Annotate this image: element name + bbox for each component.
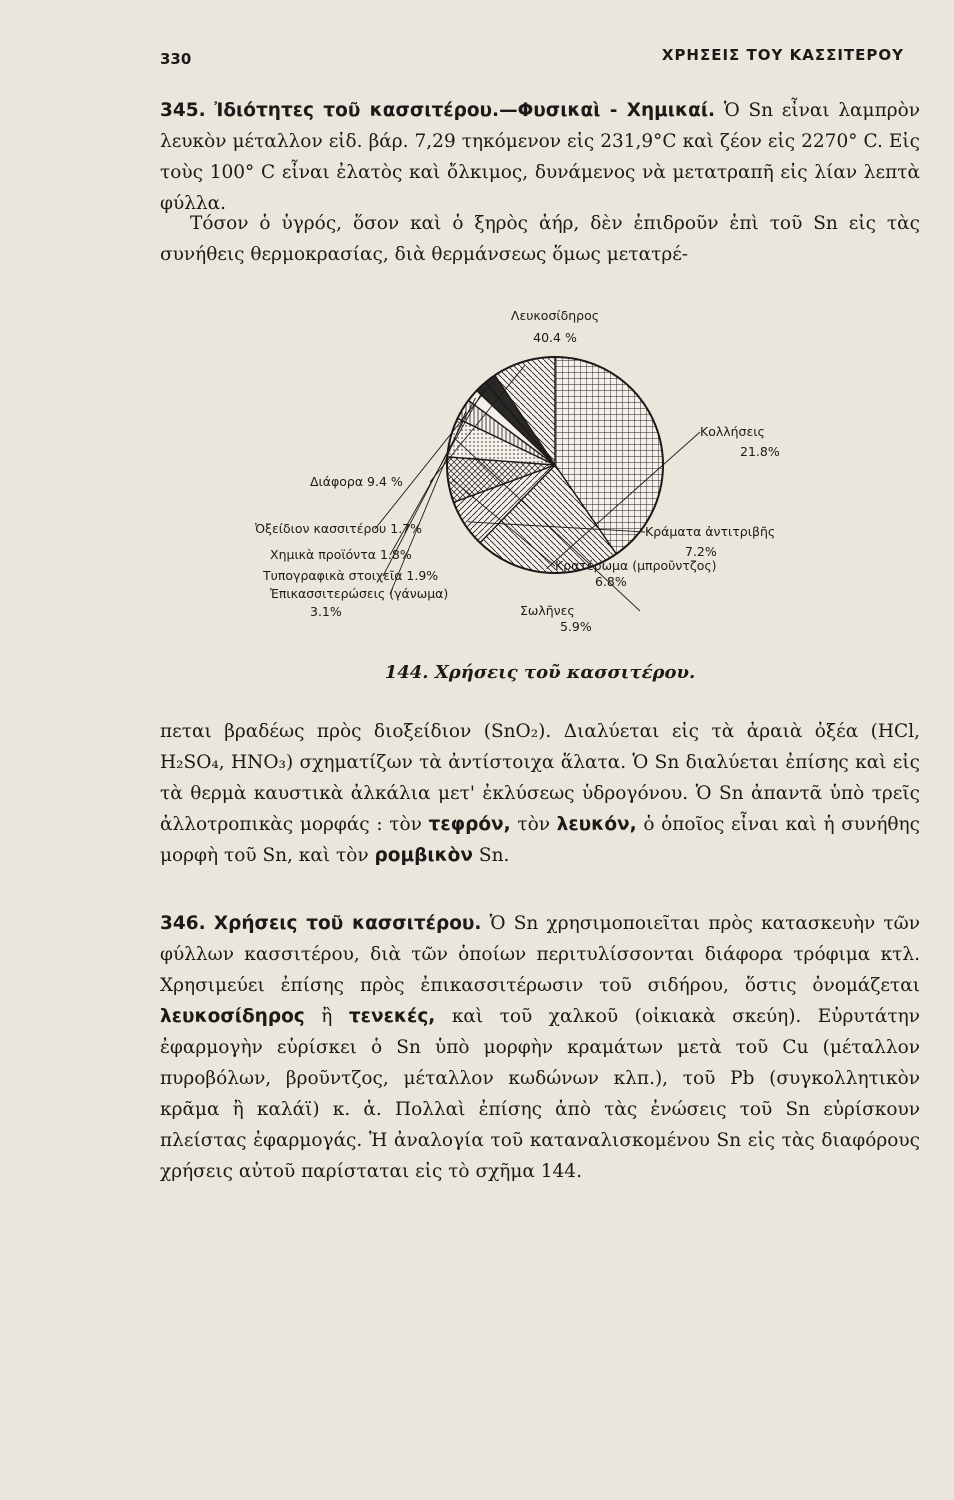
pie-value-5: 5.9%	[560, 619, 592, 634]
section-346-number: 346.	[160, 913, 206, 934]
section-346-text-2: καὶ τοῦ χαλκοῦ (οἰκιακὰ σκεύη). Εὐρυτάτην ἐφαρμογὴν εὑρίσκει ὁ Sn ὑπὸ μορφὴν κραμάτων μετὰ τοῦ Cu (μέταλλον πυροβόλων, βροῦντζος, μέταλλον κωδώνων κλπ.), τοῦ Pb (συγκολλητικὸν κρᾶμα ἢ καλάϊ) κ. ἁ. Πολλαὶ ἐπίσης ἀπὸ τὰς ἐνώσεις τοῦ Sn εὑρίσκουν πλείστας ἐφαρμογάς. Ἡ ἀναλογία τοῦ καταναλισκομένου Sn εἰς τὰς διαφόρους χρήσεις αὐτοῦ παρίσταται εἰς τὸ σχῆμα 144.	[160, 1006, 920, 1182]
continuation-mid-1: τὸν	[517, 814, 550, 835]
pie-value-3: 7.2%	[685, 544, 717, 559]
term-tinplate: λευκοσίδηρος	[160, 1006, 305, 1027]
form-gray: τεφρόν,	[428, 814, 511, 835]
continuation-mid-2: ὁ ὁποῖος εἶναι καὶ ἡ συνήθης μορφὴ τοῦ Sn, καὶ τὸν	[160, 814, 920, 866]
continuation-text: πεται βραδέως πρὸς διοξείδιον (SnO₂). Διαλύεται εἰς τὰ ἀραιὰ ὀξέα (HCl, H₂SO₄, HNO₃) σχηματίζων τὰ ἀντίστοιχα ἅλατα. Ὁ Sn διαλύεται ἐπίσης καὶ εἰς τὰ θερμὰ καυστικὰ ἀλκάλια μετ' ἐκλύσεως ὑδρογόνου. Ὁ Sn ἀπαντᾶ ὑπὸ τρεῖς ἀλλοτροπικὰς μορφάς : τὸν	[160, 721, 920, 835]
section-346-paragraph	[160, 908, 920, 1187]
pie-chart-figure	[160, 300, 920, 660]
section-346-title: Χρήσεις τοῦ κασσιτέρου.	[213, 913, 482, 934]
pie-chart	[160, 300, 920, 660]
section-345-title: Ἰδιότητες τοῦ κασσιτέρου.	[214, 100, 500, 121]
pie-label-3: Κράματα ἀντιτριβῆς	[645, 524, 776, 539]
section-346-text-1: Ὁ Sn χρησιμοποιεῖται πρὸς κατασκευὴν τῶν φύλλων κασσιτέρου, διὰ τῶν ὁποίων περιτυλίσσονται διάφορα τρόφιμα κτλ. Χρησιμεύει ἐπίσης πρὸς ἐπικασσιτέρωσιν τοῦ σιδήρου, ὅστις ὀνομάζεται	[160, 913, 920, 996]
pie-value-2: 21.8%	[740, 444, 780, 459]
figure-caption: 144. Χρήσεις τοῦ κασσιτέρου.	[384, 662, 696, 683]
section-345-text-2: Τόσον ὁ ὑγρός, ὅσον καὶ ὁ ξηρὸς ἀήρ, δὲν ἐπιδροῦν ἐπὶ τοῦ Sn εἰς τὰς συνήθεις θερμοκρασίας, διὰ θερμάνσεως ὅμως μετατρέ-	[160, 213, 920, 265]
section-345-paragraph	[160, 95, 920, 219]
section-346-mid: ἢ	[321, 1006, 333, 1027]
term-tenekes: τενεκές,	[348, 1006, 436, 1027]
running-title: ΧΡΗΣΕΙΣ ΤΟΥ ΚΑΣΣΙΤΕΡΟΥ	[661, 46, 904, 64]
pie-label-4: Κρατέρωμα (μπροῦντζος)	[555, 558, 717, 573]
section-345-subtitle: —Φυσικαὶ - Χημικαί.	[499, 100, 716, 121]
pie-value-1: 40.4 %	[533, 330, 577, 345]
pie-value-6: 3.1%	[310, 604, 342, 619]
continuation-paragraph	[160, 716, 920, 871]
section-345-paragraph-2	[160, 208, 920, 270]
form-white: λευκόν,	[556, 814, 637, 835]
page-number: 330	[160, 50, 192, 68]
pie-label-6: Ἐπικασσιτερώσεις (γάνωμα)	[270, 586, 449, 601]
continuation-end: Sn.	[478, 845, 510, 866]
section-345-number: 345.	[160, 100, 206, 121]
pie-label-2: Κολλήσεις	[700, 424, 765, 439]
pie-label-10: Διάφορα 9.4 %	[310, 474, 403, 489]
section-345-text: Ὁ Sn εἶναι λαμπρὸν λευκὸν μέταλλον εἰδ. βάρ. 7,29 τηκόμενον εἰς 231,9°C καὶ ζέον εἰς 2270° C. Εἰς τοὺς 100° C εἶναι ἐλατὸς καὶ ὄλκιμος, δυνάμενος νὰ μετατραπῆ εἰς λίαν λεπτὰ φύλλα.	[160, 100, 920, 214]
pie-label-1: Λευκοσίδηρος	[510, 308, 600, 323]
pie-label-7: Τυπογραφικὰ στοιχεῖα 1.9%	[263, 568, 439, 583]
pie-value-4: 6.8%	[595, 574, 627, 589]
pie-label-9: Ὀξείδιον κασσιτέρου 1.7%	[255, 521, 422, 536]
pie-label-8: Χημικὰ προϊόντα 1.8%	[270, 547, 412, 562]
pie-label-5: Σωλῆνες	[520, 603, 575, 618]
form-rhombic: ρομβικὸν	[374, 845, 473, 866]
